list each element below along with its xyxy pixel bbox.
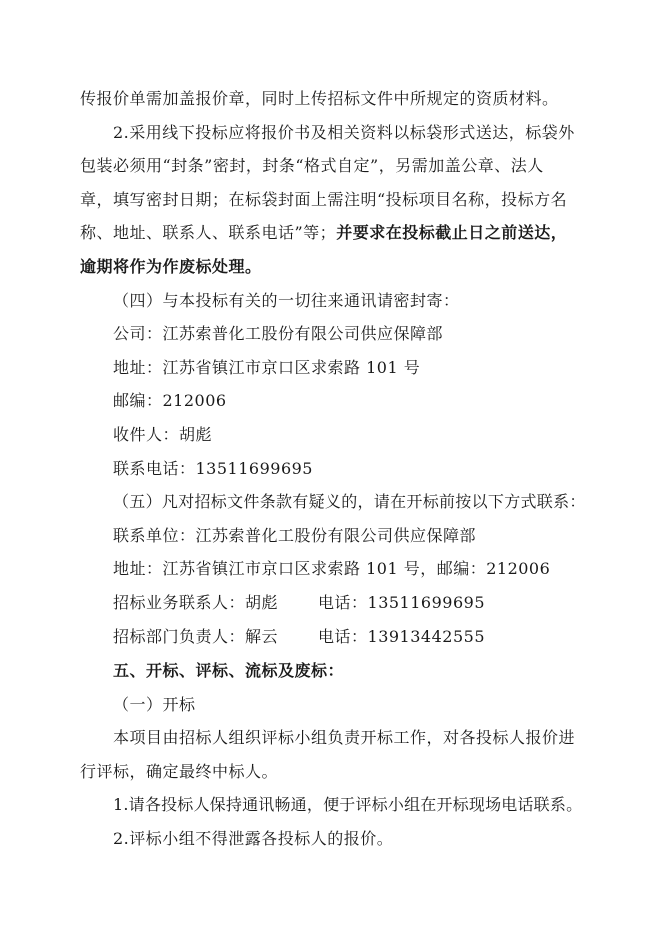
chapter-title: 五、开标、评标、流标及废标： (113, 661, 345, 681)
company-line: 公司：江苏索普化工股份有限公司供应保障部 (113, 324, 444, 344)
section-heading: （四）与本投标有关的一切往来通讯请密封寄： (113, 290, 460, 310)
recipient-line: 收件人：胡彪 (113, 424, 213, 444)
paragraph-line: 本项目由招标人组织评标小组负责开标工作，对各投标人报价进 (113, 728, 576, 748)
paragraph-line: 包装必须用“封条”密封，封条“格式自定”，另需加盖公章、法人 (80, 156, 544, 176)
contact-line (80, 586, 586, 620)
contact-phone: 电话：13511699695 (318, 592, 485, 612)
line-segment: 称、地址、联系人、联系电话”等； (80, 223, 337, 243)
contact-name: 招标部门负责人：解云 (113, 626, 279, 646)
section-heading: （五）凡对招标文件条款有疑义的，请在开标前按以下方式联系： (113, 492, 586, 512)
subsection-heading: （一）开标 (113, 694, 196, 714)
contact-name: 招标业务联系人：胡彪 (113, 592, 279, 612)
postcode-line: 邮编：212006 (113, 391, 227, 411)
emphasis-line: 逾期将作为作废标处理。 (80, 256, 262, 276)
paragraph-line (80, 216, 586, 250)
address-line: 地址：江苏省镇江市京口区求索路 101 号 (113, 357, 421, 377)
phone-line: 联系电话：13511699695 (113, 458, 313, 478)
contact-line (80, 620, 586, 654)
list-item: 1.请各投标人保持通讯畅通，便于评标小组在开标现场电话联系。 (113, 795, 583, 815)
address-line: 地址：江苏省镇江市京口区求索路 101 号，邮编：212006 (113, 559, 551, 579)
paragraph-line: 传报价单需加盖报价章，同时上传招标文件中所规定的资质材料。 (80, 89, 559, 108)
emphasis-text: 并要求在投标截止日之前送达， (336, 223, 568, 243)
contact-phone: 电话：13913442555 (318, 626, 485, 646)
paragraph-line: 章，填写密封日期；在标袋封面上需注明“投标项目名称，投标方名 (80, 189, 568, 209)
paragraph-line: 行评标，确定最终中标人。 (80, 761, 279, 781)
contact-unit-line: 联系单位：江苏索普化工股份有限公司供应保障部 (113, 525, 477, 545)
list-item: 2.评标小组不得泄露各投标人的报价。 (113, 829, 394, 849)
paragraph-line: 2.采用线下投标应将报价书及相关资料以标袋形式送达，标袋外 (113, 122, 575, 142)
